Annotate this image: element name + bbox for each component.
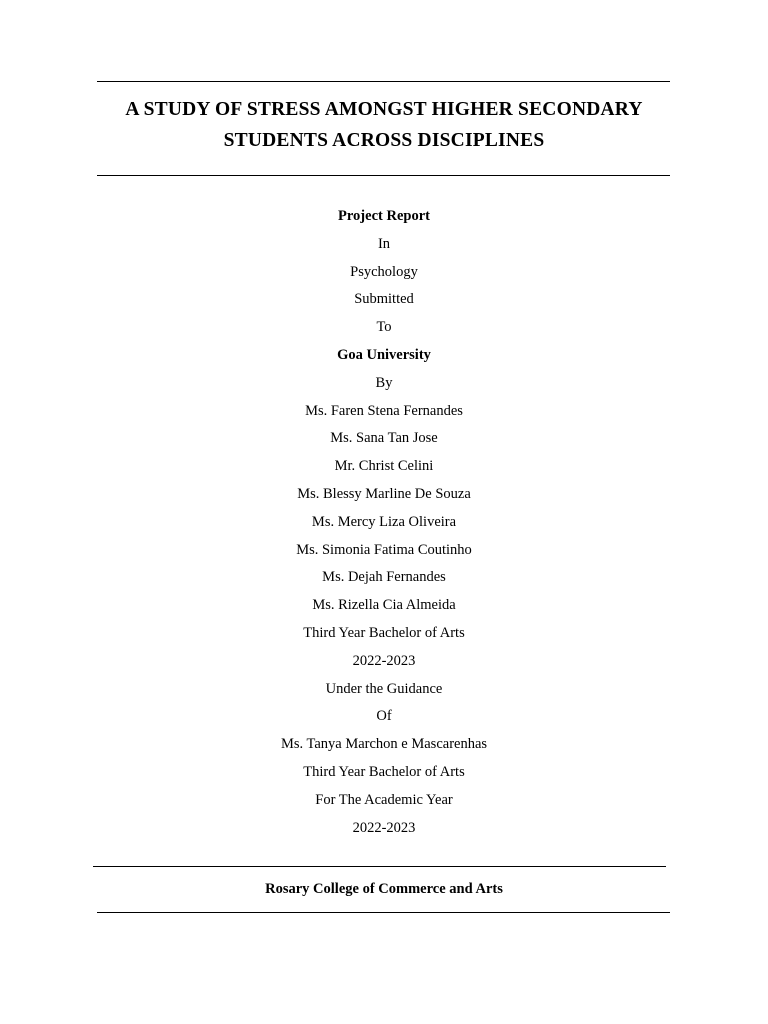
cover-line: To — [376, 319, 392, 336]
cover-line: Ms. Blessy Marline De Souza — [297, 486, 471, 502]
cover-line: Third Year Bachelor of Arts — [303, 625, 465, 641]
cover-line: Ms. Faren Stena Fernandes — [305, 402, 463, 419]
college-name: Rosary College of Commerce and Arts — [265, 881, 503, 897]
report-title-line-2: STUDENTS ACROSS DISCIPLINES — [223, 130, 545, 151]
cover-line: Goa University — [337, 347, 431, 363]
college-top-divider — [93, 866, 666, 867]
cover-line: Project Report — [338, 208, 430, 224]
cover-line: Submitted — [354, 291, 414, 308]
cover-line: 2022-2023 — [352, 819, 416, 836]
cover-line: Ms. Simonia Fatima Coutinho — [296, 541, 472, 558]
cover-line: Psychology — [350, 263, 418, 280]
cover-line: Third Year Bachelor of Arts — [303, 764, 465, 780]
cover-line: Ms. Sana Tan Jose — [330, 430, 438, 447]
cover-line: For The Academic Year — [315, 791, 453, 808]
cover-line: Ms. Mercy Liza Oliveira — [311, 513, 457, 530]
cover-line: Mr. Christ Celini — [334, 458, 434, 475]
top-divider — [97, 81, 670, 82]
cover-line: Ms. Rizella Cia Almeida — [312, 597, 456, 614]
report-title-line-1: A STUDY OF STRESS AMONGST HIGHER SECONDARY — [125, 99, 643, 120]
cover-line: In — [377, 235, 391, 252]
cover-line: By — [375, 374, 393, 391]
cover-line: 2022-2023 — [352, 652, 416, 669]
cover-line: Ms. Dejah Fernandes — [322, 569, 446, 586]
cover-line: Under the Guidance — [325, 680, 443, 697]
bottom-divider — [97, 912, 670, 913]
cover-line: Of — [376, 708, 392, 725]
cover-line: Ms. Tanya Marchon e Mascarenhas — [280, 736, 488, 753]
title-divider — [97, 175, 670, 176]
